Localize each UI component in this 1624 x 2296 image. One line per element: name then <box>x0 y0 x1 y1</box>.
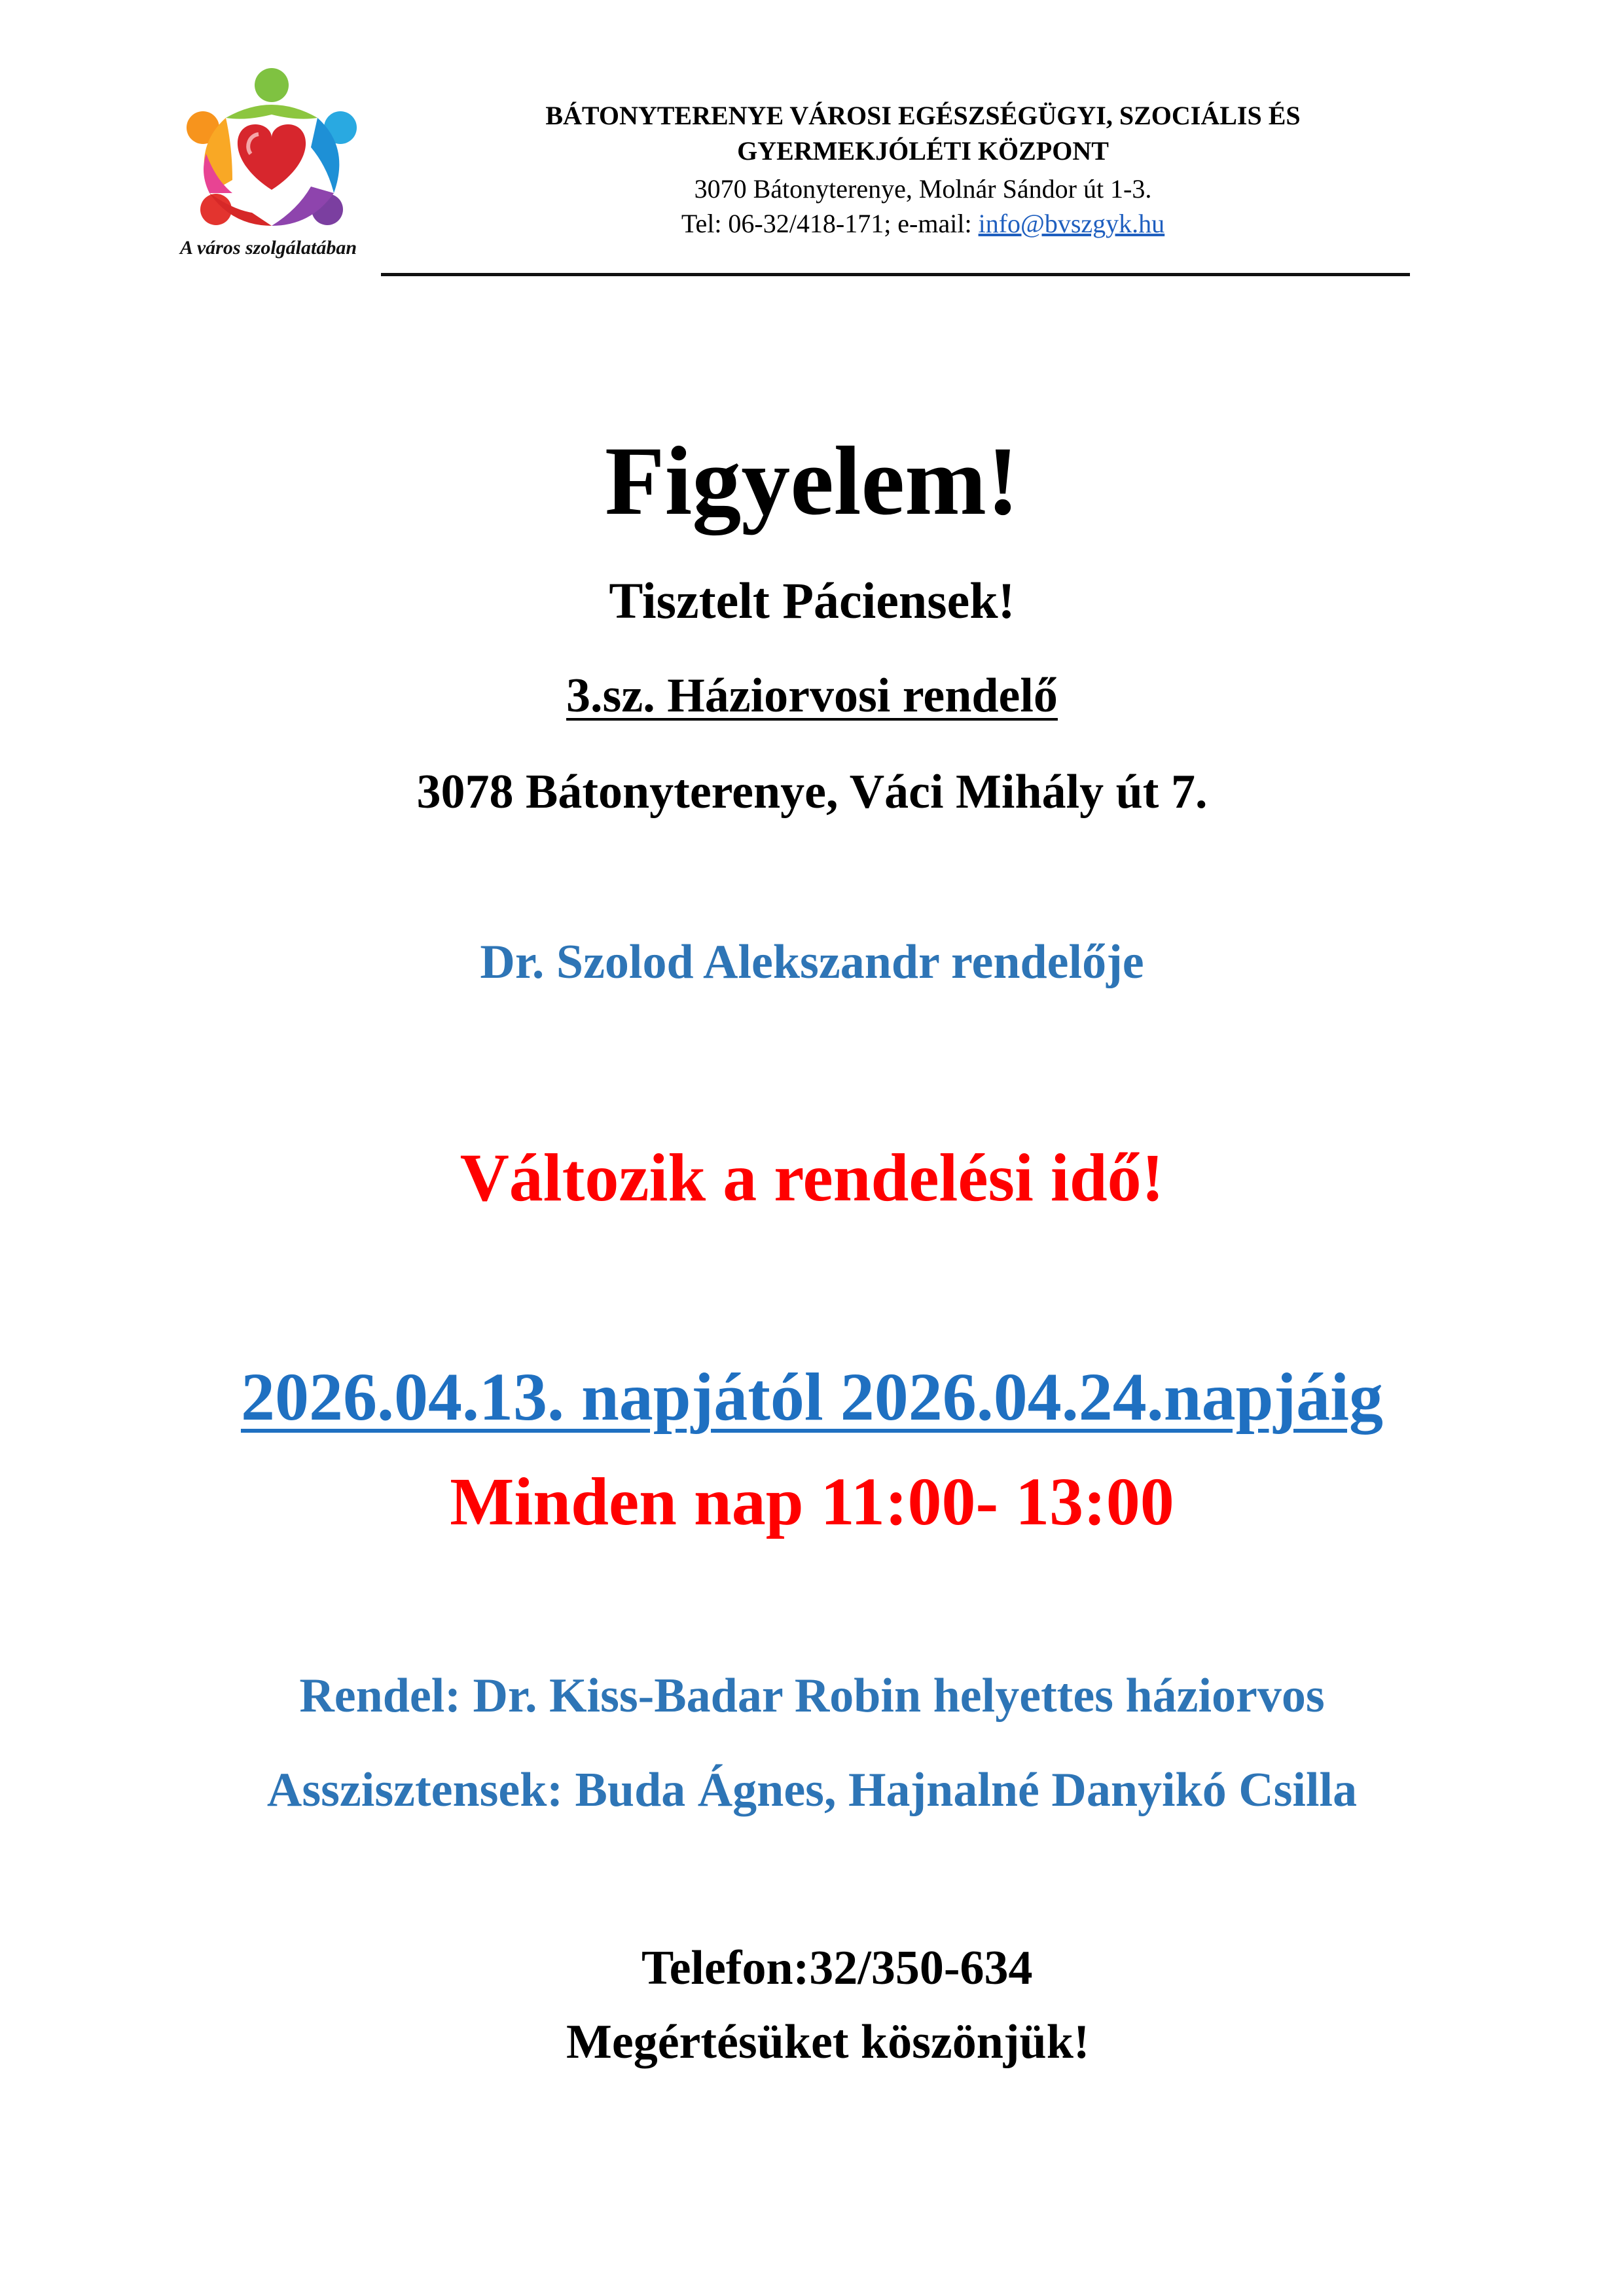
office-address: 3078 Bátonyterenye, Váci Mihály út 7. <box>416 765 1208 819</box>
organization-contact <box>367 208 1479 240</box>
office-name <box>0 666 1624 725</box>
organization-name-line1: BÁTONYTERENYE VÁROSI EGÉSZSÉGÜGYI, SZOCIÁLIS ÉS <box>545 101 1301 130</box>
notice-title: Figyelem! <box>604 427 1020 535</box>
organization-name-line2: GYERMEKJÓLÉTI KÖZPONT <box>737 136 1109 166</box>
greeting: Tisztelt Páciensek! <box>609 572 1015 629</box>
email-link[interactable]: info@bvszgyk.hu <box>978 209 1165 238</box>
office-name-text: 3.sz. Háziorvosi rendelő <box>566 669 1058 723</box>
date-range <box>0 1358 1624 1437</box>
contact-phone-label: Tel: 06-32/418-171; e-mail: <box>681 209 979 238</box>
date-range-text: 2026.04.13. napjától 2026.04.24.napjáig <box>240 1359 1384 1435</box>
substitute-doctor: Rendel: Dr. Kiss-Badar Robin helyettes háziorvos <box>299 1669 1325 1723</box>
schedule-change-heading: Változik a rendelési idő! <box>460 1140 1164 1215</box>
organization-address: 3070 Bátonyterenye, Molnár Sándor út 1-3. <box>694 174 1152 204</box>
doctor-office: Dr. Szolod Alekszandr rendelője <box>480 935 1144 989</box>
logo-caption: A város szolgálatában <box>179 237 357 259</box>
phone-number: Telefon:32/350-634 <box>641 1941 1033 1995</box>
office-hours: Minden nap 11:00- 13:00 <box>450 1464 1174 1539</box>
assistants: Asszisztensek: Buda Ágnes, Hajnalné Danyikó Csilla <box>266 1763 1358 1817</box>
header-divider <box>381 273 1410 276</box>
thanks-message: Megértésüket köszönjük! <box>566 2015 1090 2069</box>
